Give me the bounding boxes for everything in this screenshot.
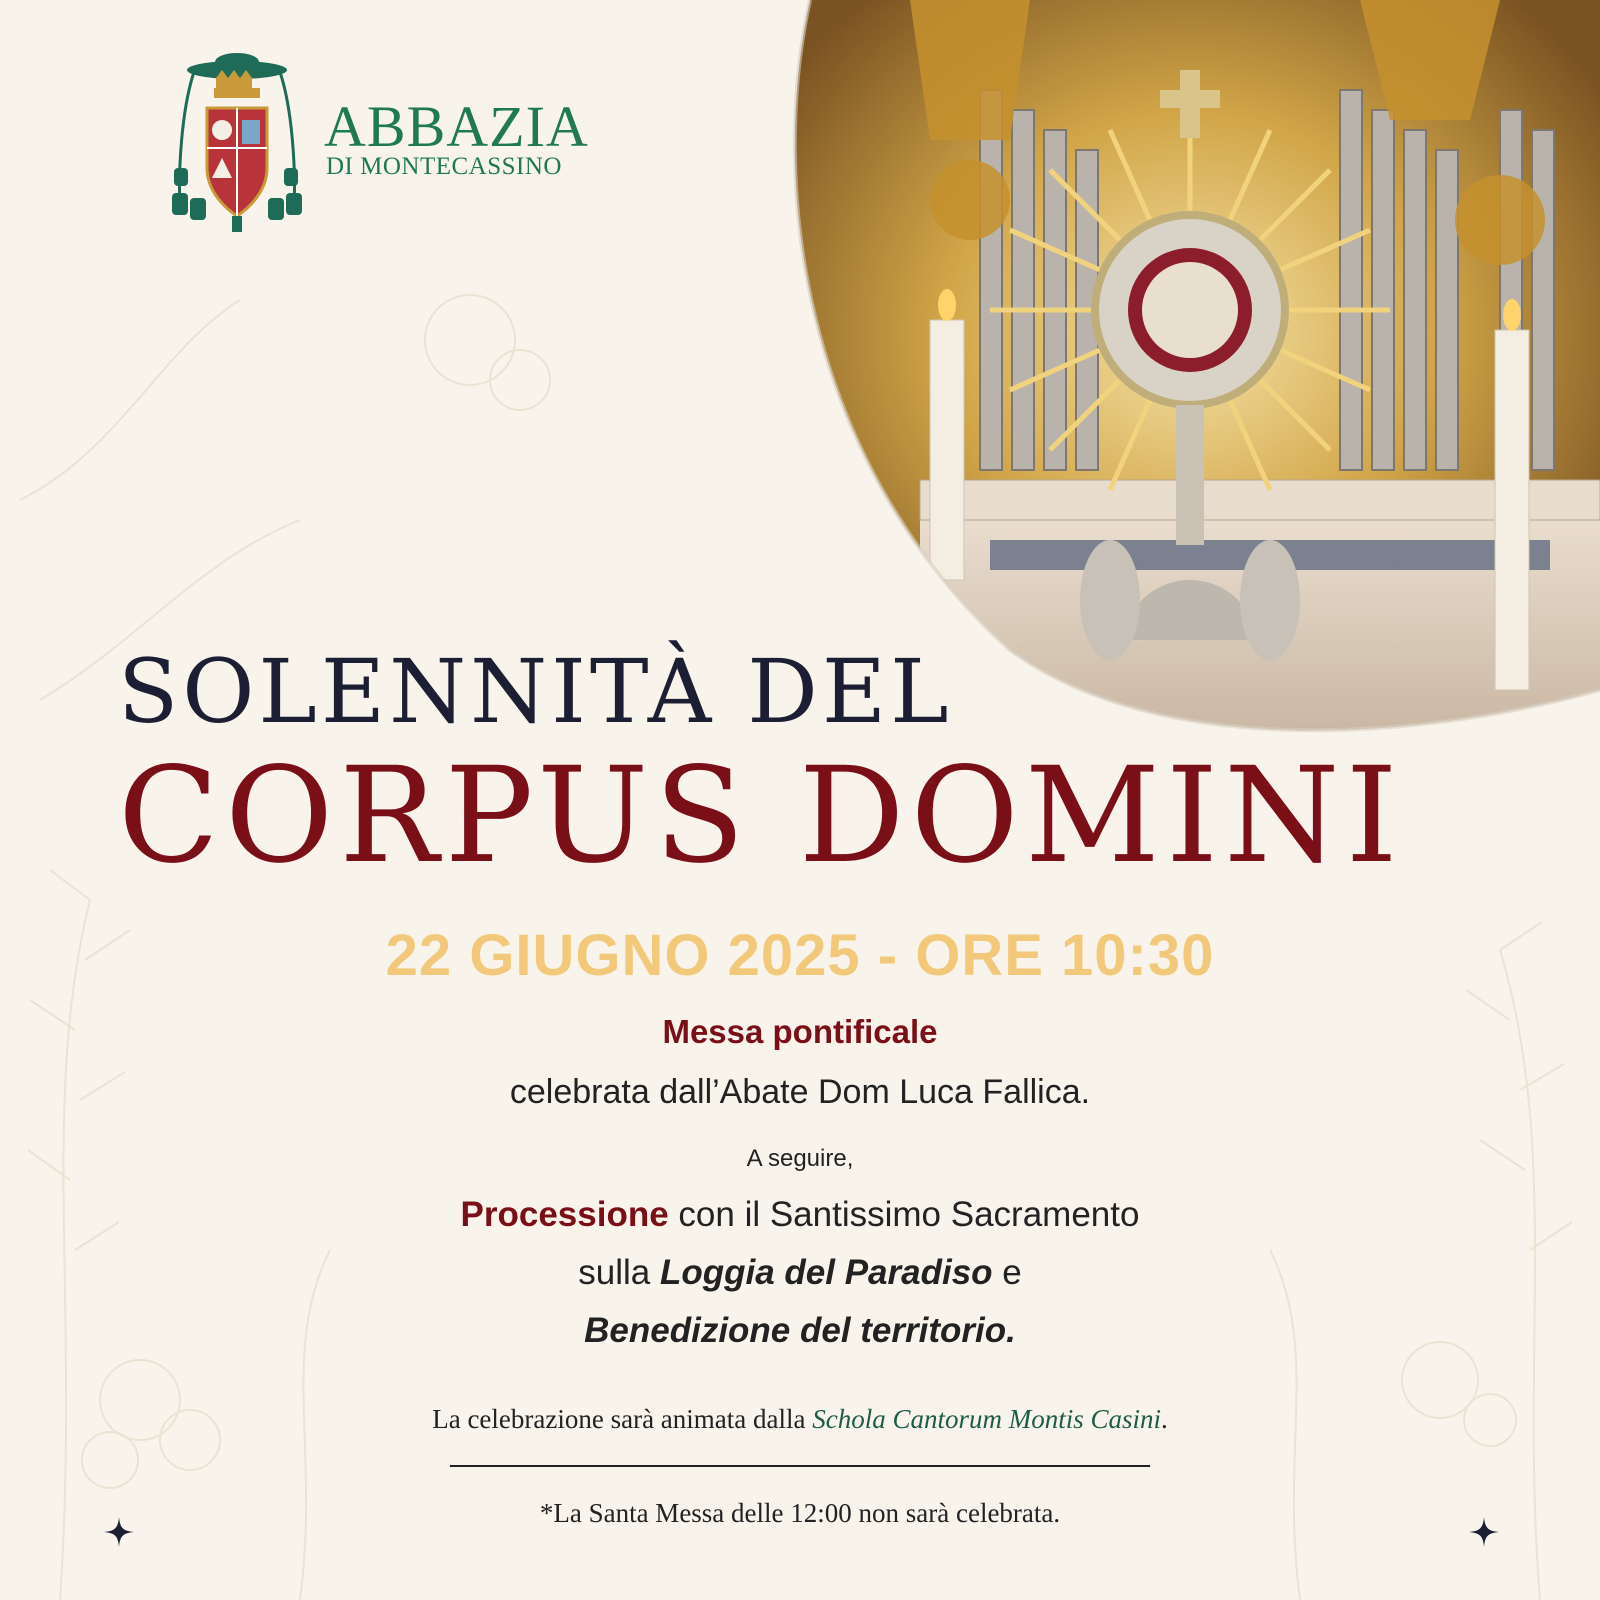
music-prefix: La celebrazione sarà animata dalla: [432, 1404, 813, 1434]
divider: [450, 1465, 1150, 1467]
loggia-place: Loggia del Paradiso: [659, 1253, 993, 1292]
brand-subtitle: DI MONTECASSINO: [326, 153, 562, 180]
four-point-star-icon: [1469, 1517, 1499, 1547]
monstrance-photo: [780, 0, 1600, 740]
footnote: *La Santa Messa delle 12:00 non sarà celebrata.: [539, 1498, 1061, 1528]
procession-label: Processione: [460, 1195, 669, 1234]
music-suffix: .: [1161, 1404, 1168, 1434]
title-line-1: SOLENNITÀ DEL: [118, 640, 953, 743]
procession-rest: con il Santissimo Sacramento: [668, 1195, 1140, 1234]
title-line-2: CORPUS DOMINI: [118, 739, 1404, 893]
music-line: [0, 1404, 1600, 1435]
blessing-line: Benedizione del territorio.: [584, 1311, 1016, 1350]
loggia-suffix: e: [992, 1253, 1022, 1292]
loggia-prefix: sulla: [578, 1253, 660, 1292]
brand-name: ABBAZIA: [324, 94, 589, 159]
mass-heading: Messa pontificale: [662, 1013, 938, 1050]
following-text: A seguire,: [746, 1145, 854, 1172]
loggia-line: [0, 1253, 1600, 1293]
abbey-coat-of-arms-icon: [172, 48, 302, 238]
procession-line: [0, 1195, 1600, 1235]
mass-celebrant: celebrata dall’Abate Dom Luca Fallica.: [509, 1073, 1091, 1111]
event-date-time: 22 GIUGNO 2025 - ORE 10:30: [385, 923, 1215, 988]
four-point-star-icon: [104, 1517, 134, 1547]
choir-name: Schola Cantorum Montis Casini: [812, 1404, 1162, 1434]
